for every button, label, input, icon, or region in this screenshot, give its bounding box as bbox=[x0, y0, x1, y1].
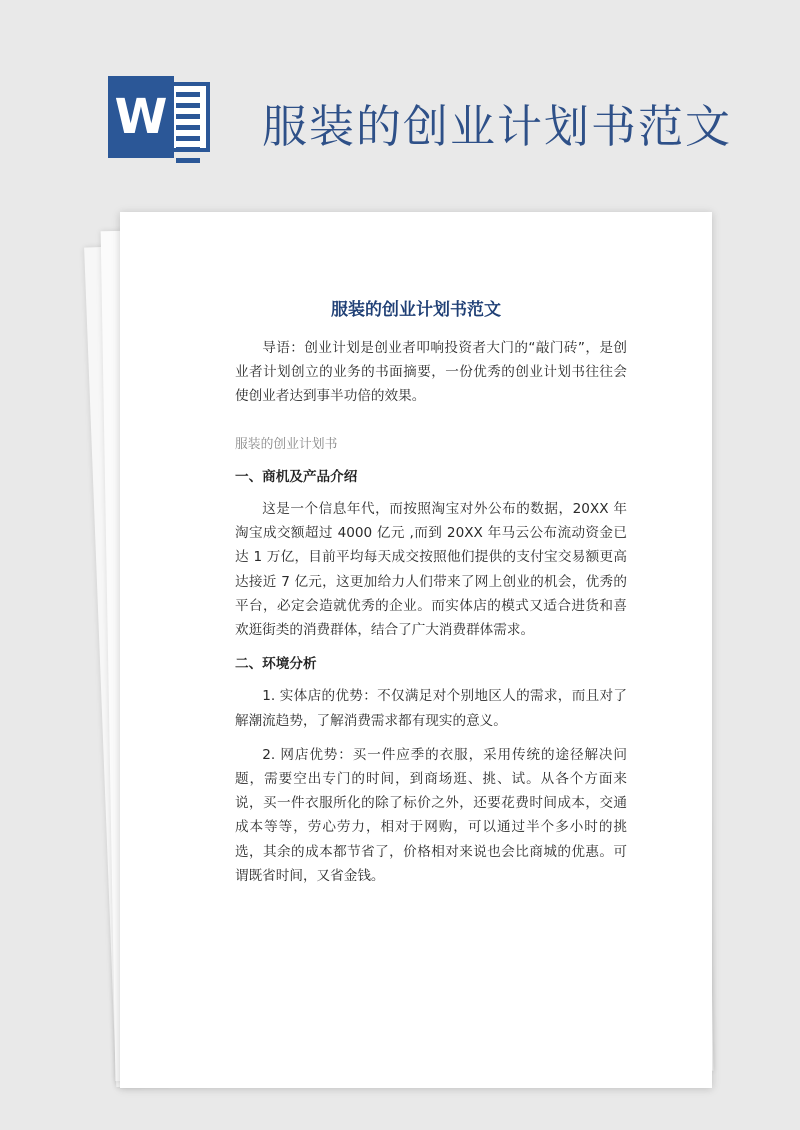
document-subtitle: 服装的创业计划书 bbox=[235, 436, 338, 452]
section1-paragraph: 这是一个信息年代，而按照淘宝对外公布的数据，20XX 年淘宝成交额超过 4000 亿元 ,而到 20XX 年马云公布流动资金已达 1 万亿，目前平均每天成交按照他们提供的支付宝交易额更高达接近 7 亿元，这更加给力人们带来了网上创业的机会，优秀的平台，必定会造就优秀的企业。而实体店的模式又适合进货和喜欢逛街类的消费群体，结合了广大消费群体需求。 bbox=[235, 501, 627, 639]
section-heading-2: 二、环境分析 bbox=[235, 656, 317, 673]
word-letter: W bbox=[108, 76, 174, 158]
intro-paragraph: 导语：创业计划是创业者叩响投资者大门的“敲门砖”，是创业者计划创立的业务的书面摘要，一份优秀的创业计划书往往会使创业者达到事半功倍的效果。 bbox=[235, 340, 627, 405]
document-body bbox=[235, 330, 627, 888]
section-heading-1: 一、商机及产品介绍 bbox=[235, 468, 358, 485]
word-document-icon bbox=[108, 76, 214, 158]
section2-paragraph-1: 1. 实体店的优势：不仅满足对个别地区人的需求，而且对了解潮流趋势，了解消费需求都有现实的意义。 bbox=[235, 688, 627, 729]
page-title: 服装的创业计划书范文 bbox=[262, 100, 733, 153]
header bbox=[0, 0, 800, 180]
document-title: 服装的创业计划书范文 bbox=[331, 300, 501, 320]
section2-paragraph-2: 2. 网店优势：买一件应季的衣服，采用传统的途径解决问题，需要空出专门的时间，到商场逛、挑、试。从各个方面来说，买一件衣服所化的除了标价之外，还要花费时间成本，交通成本等等，劳心劳力，相对于网购，可以通过半个多小时的挑选，其余的成本都节省了，价格相对来说也会比商城的优惠。可谓既省时间，又省金钱。 bbox=[235, 746, 627, 884]
document-page bbox=[120, 212, 712, 1088]
